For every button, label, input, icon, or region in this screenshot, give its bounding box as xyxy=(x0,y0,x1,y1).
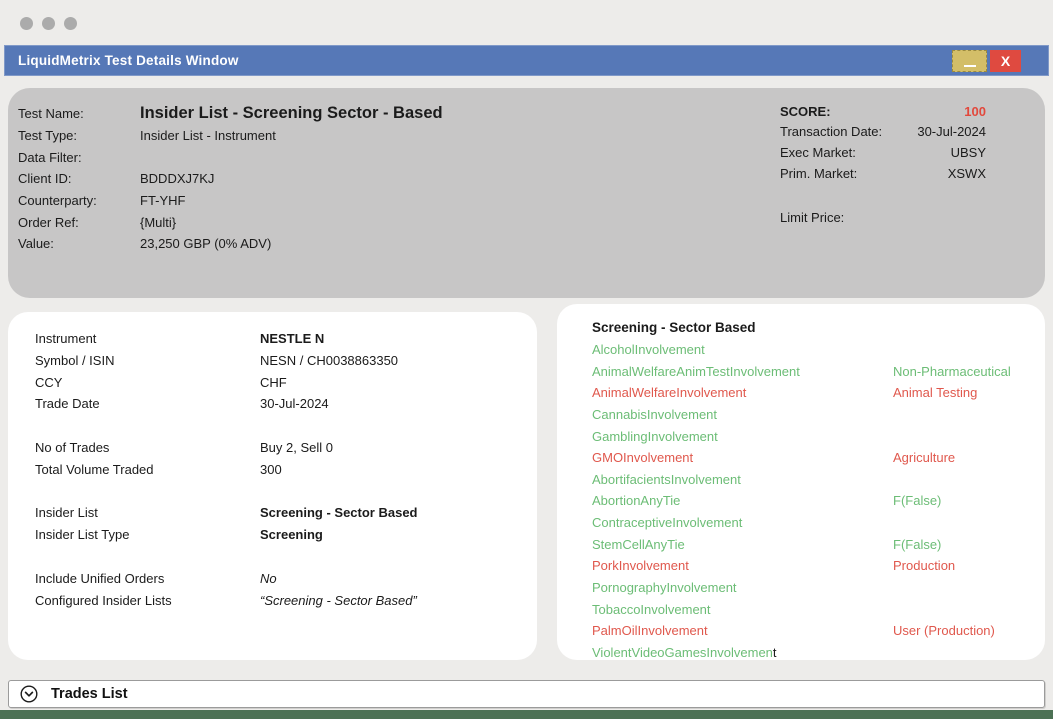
screening-item-name: AbortifacientsInvolvement xyxy=(592,471,741,487)
trades-list-header[interactable] xyxy=(8,680,1045,708)
screening-item-detail: User (Production) xyxy=(893,623,995,639)
screening-item-row xyxy=(592,490,1045,512)
screening-results-panel xyxy=(557,304,1045,660)
field-value: NESTLE N xyxy=(260,331,325,347)
summary-field-row xyxy=(18,101,443,125)
instrument-field-row xyxy=(8,371,537,393)
field-label: CCY xyxy=(35,374,63,390)
window-bottom-edge xyxy=(0,710,1053,719)
screening-item-detail: Agriculture xyxy=(893,450,956,466)
screening-item-name: PalmOilInvolvement xyxy=(592,623,708,639)
screening-item-name: PornographyInvolvement xyxy=(592,580,737,596)
screening-item-detail: Production xyxy=(893,558,956,574)
summary-left-fields xyxy=(18,101,443,255)
field-value: BDDDXJ7KJ xyxy=(140,171,215,187)
screening-item-name: TobaccoInvolvement xyxy=(592,601,711,617)
trades-list-label: Trades List xyxy=(51,686,128,702)
screening-item-name: AnimalWelfareInvolvement xyxy=(592,385,747,401)
screening-item-name: StemCellAnyTie xyxy=(592,536,685,552)
window-title: LiquidMetrix Test Details Window xyxy=(18,53,239,68)
close-icon: X xyxy=(1000,52,1011,69)
screening-item-row xyxy=(592,555,1045,577)
screening-item-name: GMOInvolvement xyxy=(592,450,694,466)
field-label: Test Type: xyxy=(18,128,78,144)
screening-item-row xyxy=(592,447,1045,469)
field-value: No xyxy=(260,570,277,586)
field-label: Insider List Type xyxy=(35,527,130,543)
field-label: SCORE: xyxy=(780,103,831,119)
field-value: “Screening - Sector Based” xyxy=(260,592,417,608)
window-titlebar xyxy=(4,45,1049,76)
summary-field-row xyxy=(18,168,443,190)
screening-item-row xyxy=(592,425,1045,447)
text-cursor-char: t xyxy=(772,644,777,660)
screening-item-name: CannabisInvolvement xyxy=(592,406,718,422)
field-value: NESN / CH0038863350 xyxy=(260,353,399,369)
screening-panel-title: Screening - Sector Based xyxy=(592,320,756,336)
summary-field-row xyxy=(780,207,986,228)
minimize-icon xyxy=(964,65,976,67)
window-controls xyxy=(952,50,1048,72)
summary-field-row xyxy=(780,142,986,163)
instrument-field-row xyxy=(8,328,537,350)
field-label: Data Filter: xyxy=(18,149,82,165)
screening-item-row xyxy=(592,642,1045,664)
screening-item-row xyxy=(592,469,1045,491)
summary-right-fields xyxy=(780,101,986,228)
screening-item-row xyxy=(592,382,1045,404)
field-value: Buy 2, Sell 0 xyxy=(260,440,333,456)
field-label: Transaction Date: xyxy=(780,124,883,140)
field-value: CHF xyxy=(260,374,287,390)
field-value: FT-YHF xyxy=(140,193,186,209)
instrument-field-row xyxy=(8,568,537,590)
screening-item-row xyxy=(592,620,1045,642)
screening-item-name: ViolentVideoGamesInvolvement xyxy=(592,644,777,660)
screening-item-name: AnimalWelfareAnimTestInvolvement xyxy=(592,363,800,379)
field-value: Screening - Sector Based xyxy=(260,505,418,521)
field-value: 30-Jul-2024 xyxy=(260,396,329,412)
screening-item-row xyxy=(592,512,1045,534)
instrument-field-row xyxy=(8,502,537,524)
summary-field-row xyxy=(18,125,443,147)
field-value: UBSY xyxy=(950,144,986,160)
screening-item-detail: F(False) xyxy=(893,536,942,552)
field-value: Screening xyxy=(260,527,323,543)
summary-field-row xyxy=(780,163,986,184)
field-label: Prim. Market: xyxy=(780,165,858,181)
summary-field-row xyxy=(18,190,443,212)
field-value: Insider List - Instrument xyxy=(140,128,276,144)
field-value: 30-Jul-2024 xyxy=(917,124,986,140)
screening-item-row xyxy=(592,360,1045,382)
field-label: Counterparty: xyxy=(18,193,97,209)
instrument-field-row xyxy=(8,589,537,611)
screening-item-name: AlcoholInvolvement xyxy=(592,342,705,357)
screening-item-detail: Animal Testing xyxy=(893,385,978,401)
field-label: Exec Market: xyxy=(780,144,856,160)
screening-item-name: GamblingInvolvement xyxy=(592,428,718,444)
field-value: Insider List - Screening Sector - Based xyxy=(140,103,443,122)
summary-field-row xyxy=(780,122,986,143)
field-value: 300 xyxy=(260,461,282,477)
field-label: Include Unified Orders xyxy=(35,570,165,586)
test-summary-panel xyxy=(8,88,1045,298)
instrument-field-row xyxy=(8,524,537,546)
screening-item-row xyxy=(592,404,1045,426)
field-label: Test Name: xyxy=(18,105,84,121)
field-value: 23,250 GBP (0% ADV) xyxy=(140,236,272,252)
field-label: Configured Insider Lists xyxy=(35,592,172,608)
field-label: Client ID: xyxy=(18,171,72,187)
field-label: Symbol / ISIN xyxy=(35,353,115,369)
window-traffic-dots xyxy=(20,17,77,30)
field-label: No of Trades xyxy=(35,440,110,456)
field-label: Insider List xyxy=(35,505,98,521)
field-label: Limit Price: xyxy=(780,210,845,226)
field-label: Order Ref: xyxy=(18,214,79,230)
field-label: Value: xyxy=(18,236,54,252)
instrument-field-row xyxy=(8,393,537,415)
summary-field-row xyxy=(18,147,443,169)
field-value: 100 xyxy=(964,103,986,119)
field-label: Instrument xyxy=(35,331,97,347)
summary-field-row xyxy=(18,233,443,255)
screening-item-row xyxy=(592,598,1045,620)
screening-item-row xyxy=(592,533,1045,555)
summary-field-row xyxy=(780,101,986,122)
instrument-field-row xyxy=(8,458,537,480)
screening-item-name: ContraceptiveInvolvement xyxy=(592,515,743,531)
field-value: {Multi} xyxy=(140,214,177,230)
instrument-details-panel xyxy=(8,312,537,660)
field-label: Trade Date xyxy=(35,396,100,412)
screening-item-detail: F(False) xyxy=(893,493,942,509)
screening-item-detail: Non-Pharmaceutical xyxy=(893,363,1011,379)
screening-item-row xyxy=(592,339,1045,361)
screening-item-name: PorkInvolvement xyxy=(592,558,689,574)
field-value: XSWX xyxy=(947,165,986,181)
window-dot-icon[interactable] xyxy=(42,17,55,30)
screening-item-name: AbortionAnyTie xyxy=(592,493,681,509)
chevron-down-circle-icon[interactable] xyxy=(20,685,38,703)
instrument-field-row xyxy=(8,350,537,372)
field-label: Total Volume Traded xyxy=(35,461,154,477)
screening-item-row xyxy=(592,577,1045,599)
close-button[interactable] xyxy=(990,50,1021,72)
window-dot-icon[interactable] xyxy=(20,17,33,30)
window-dot-icon[interactable] xyxy=(64,17,77,30)
instrument-field-row xyxy=(8,437,537,459)
minimize-button[interactable] xyxy=(952,50,987,72)
screening-items-list xyxy=(592,339,1045,664)
summary-field-row xyxy=(18,211,443,233)
